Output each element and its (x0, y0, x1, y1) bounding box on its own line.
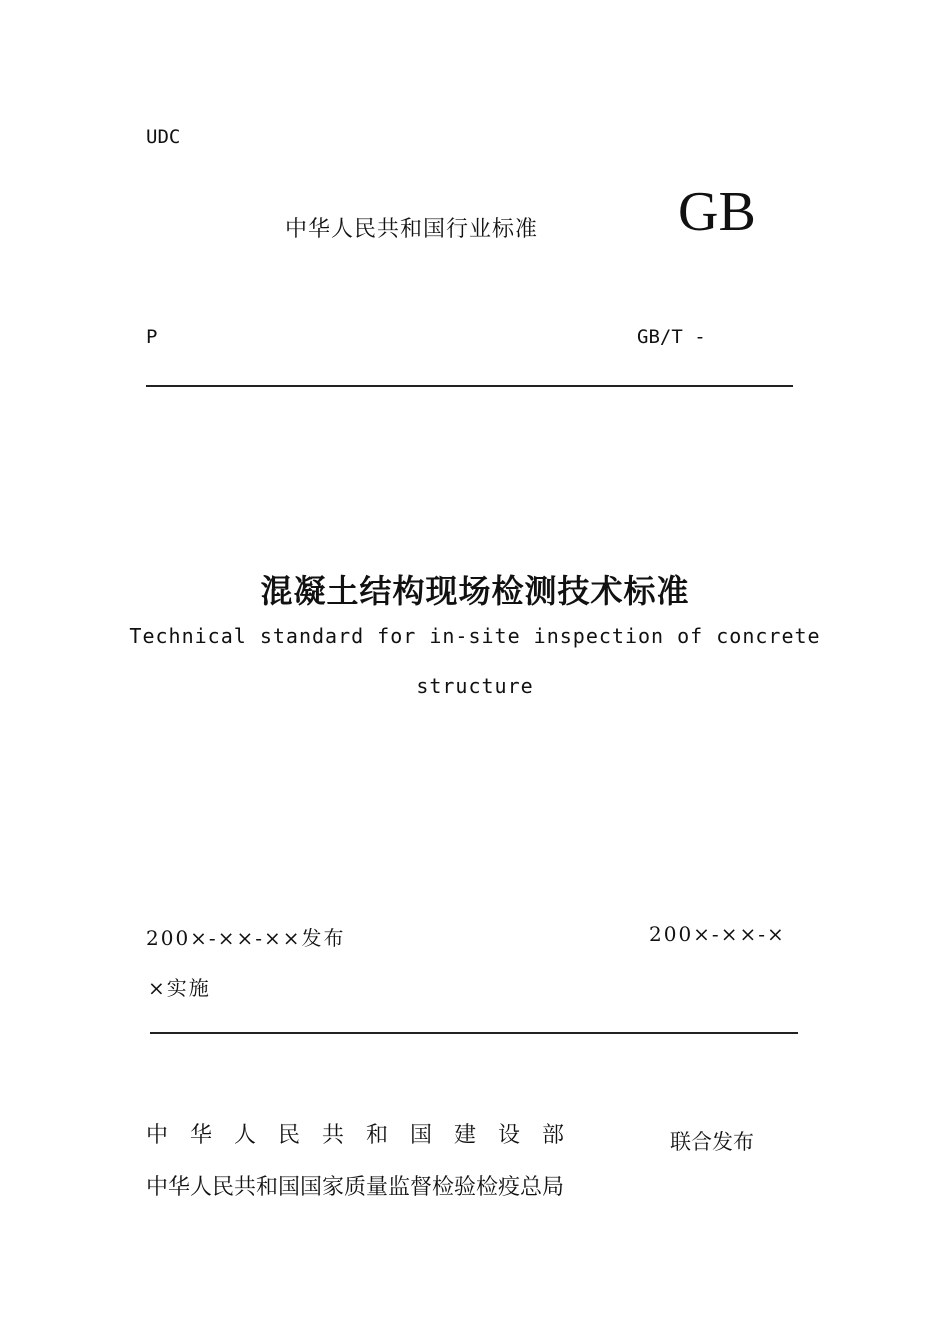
joint-issue-label: 联合发布 (670, 1130, 754, 1154)
title-english-line2: structure (416, 674, 534, 698)
publish-date: 200×-××-××发布 (146, 926, 346, 950)
p-code: P (146, 326, 158, 348)
standard-type: 中华人民共和国行业标准 (285, 217, 539, 242)
issuer-aqsiq: 中华人民共和国国家质量监督检验检疫总局 (146, 1175, 565, 1200)
udc-label: UDC (146, 126, 181, 148)
implement-date-continued: ×实施 (148, 976, 211, 1000)
issuer-ministry: 中华人民共和国建设部 (146, 1123, 587, 1148)
gb-mark: GB (678, 181, 756, 243)
standard-code: GB/T - (637, 326, 706, 348)
title-english-line1: Technical standard for in-site inspection of concrete (129, 624, 821, 648)
title-chinese: 混凝土结构现场检测技术标准 (260, 572, 690, 610)
top-divider (146, 385, 793, 387)
implement-date: 200×-××-× (649, 922, 786, 946)
bottom-divider (150, 1032, 798, 1034)
